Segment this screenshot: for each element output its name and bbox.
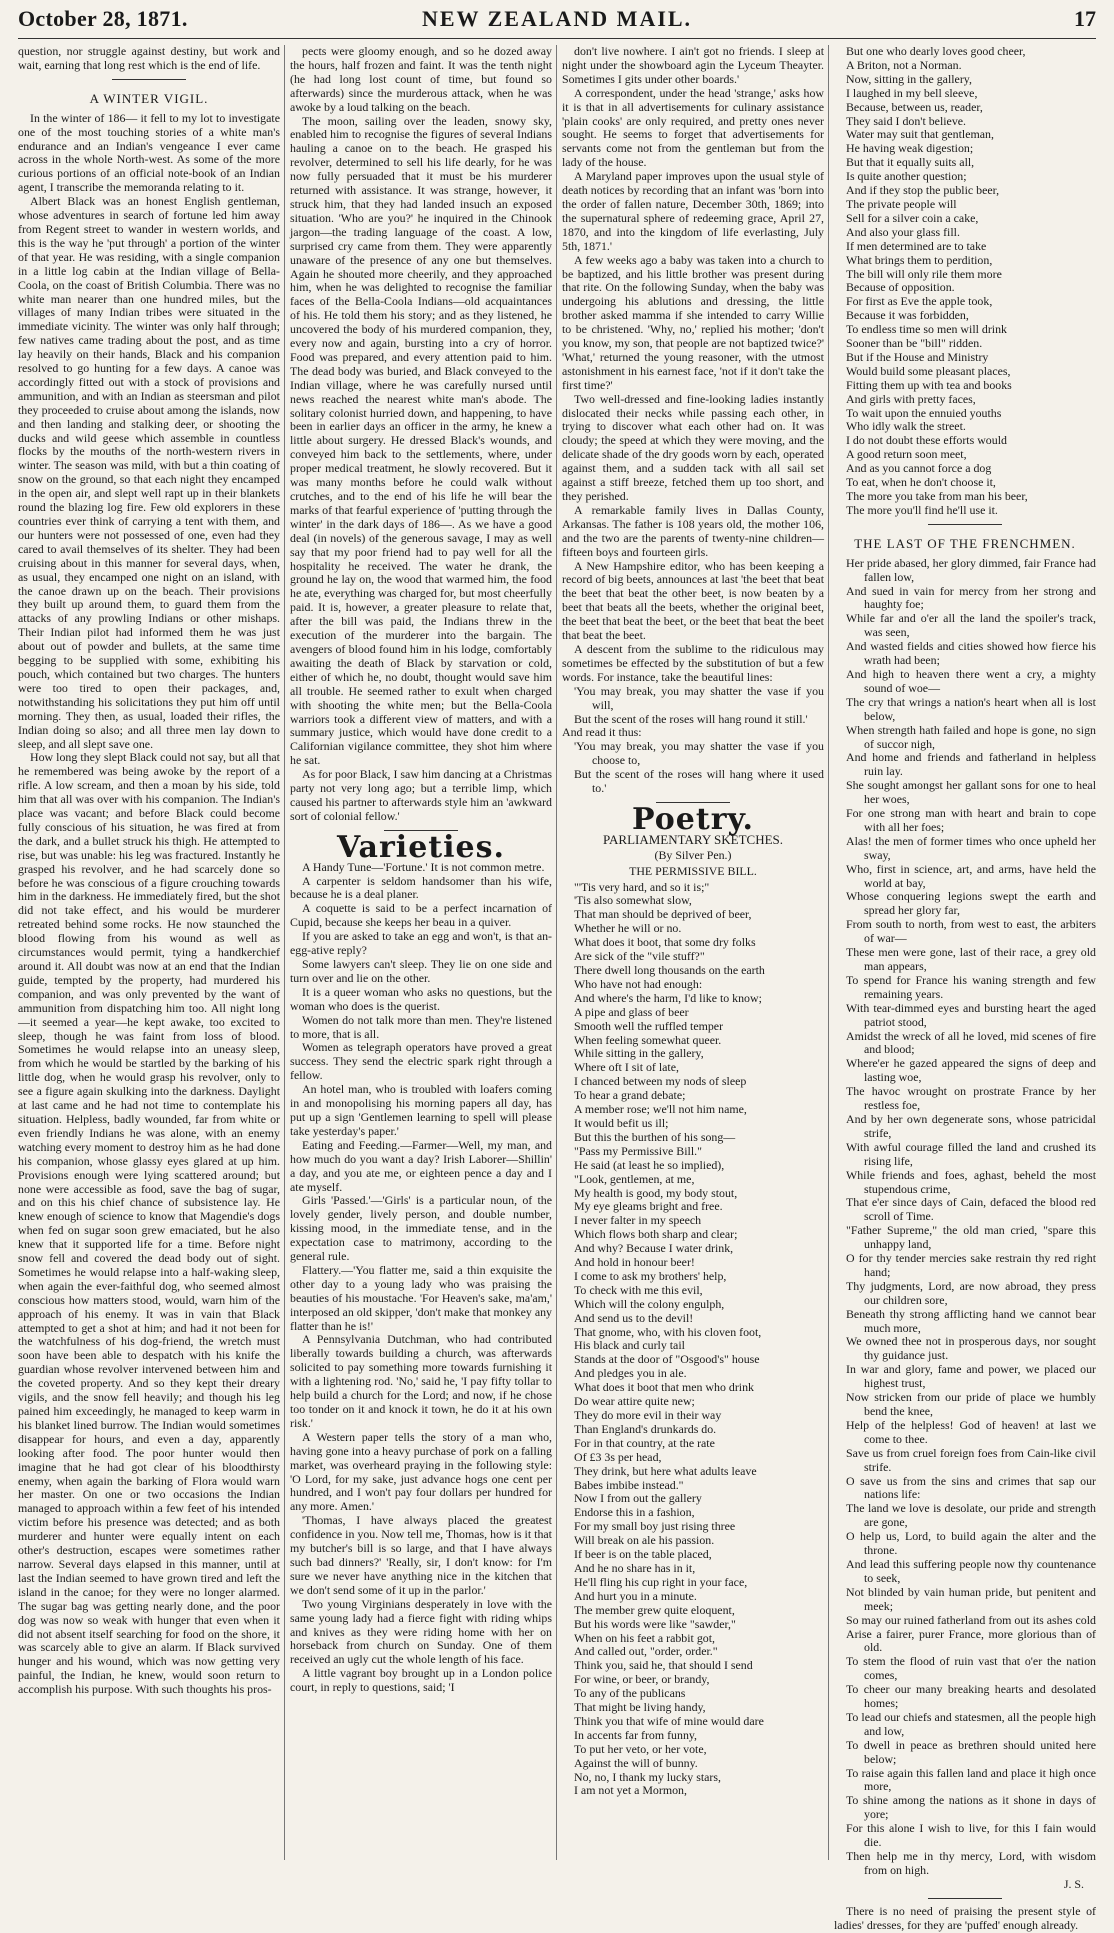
poem-line: To any of the publicans: [574, 1686, 686, 1701]
poem-line: If beer is on the table placed,: [574, 1547, 712, 1562]
paragraph: Albert Black was an honest English gentleman, whose adventures in search of fortune led him away from Regent street to wander in western worlds, and this is the way he 'put through' a portion of the winter of that year. He was residing, with a single companion in a little log cabin at the Indian village of Bella-Coola, on the coast of British Columbia. There was no white man nearer than one hundred miles, but the villages of many Indian tribes were situated in the immediate vicinity. The winter was only half through; few natives came trading about the post, and as time lay heavily on their hands, Black and his companion resolved to go hunting for a few days. A canoe was accordingly fitted out with a stock of provisions and ammunition, and with an Indian as steersman and pilot they proceeded to cruise about among the islands, now and then landing and stalking deer, or shooting the ducks and wild geese which assemble in countless flocks by the mouths of the north-western rivers in winter. The season was mild, with but a thin coating of snow on the ground, so that each night they encamped in the open air, and slept well rapt up in their blankets round the blazing log fire. Few old explorers in these countries ever think of carrying a tent with them, and our hunters were not possessed of one, even had they cared to avail themselves of its shelter. They had been cruising about in this manner for several days, when, as usual, they encamped one night on an island, with the canoe drawn up on the beach. Their provisions they built up around them, to guard them from the attacks of any prowling Indians or other mishaps. Their Indian pilot had informed them he was just about out of powder and bullets, at the same time begging to be supplied with some, exhibiting his pouch, which contained but two charges. The hunters were too tired to open their packages, and, notwithstanding his solicitations they put him off until morning. They then, as usual, loaded their rifles, the Indian doing so also; and all three men lay down to sleep, and all slept save one.: [18, 194, 280, 751]
poem-line: The bill will only rile them more: [846, 266, 1002, 281]
poem-line: Would build some pleasant places,: [846, 363, 1011, 378]
poem-line: The cry that wrings a nation's heart when all is lost below,: [846, 694, 1096, 723]
section-heading-poetry: Poetry.: [632, 801, 754, 837]
poem-line: Amidst the wreck of all he loved, mid scenes of fire and blood;: [846, 1028, 1096, 1057]
poem-line: And send us to the devil!: [574, 1310, 694, 1325]
poem-line: To stem the flood of ruin vast that o'er the nation comes,: [846, 1654, 1096, 1683]
paragraph: A few weeks ago a baby was taken into a church to be baptized, and his little brother was present during that rite. On the following Sunday, when the baby was undergoing his ablutions and dressing, the little brother asked mamma if she intended to carry Willie to be christened. 'Why, no,' replied his mother; 'don't you know, my son, that people are not baptized twice?' 'What,' returned the young reasoner, with the utmost astonishment in his earnest face, 'not if it don't take the first time?': [562, 252, 824, 392]
poem-line: And hurt you in a minute.: [574, 1588, 697, 1603]
poem-line: In accents far from funny,: [574, 1727, 698, 1742]
poem-line: Endorse this in a fashion,: [574, 1505, 695, 1520]
poem-line: To check with me this evil,: [574, 1282, 703, 1297]
poem-line: If men determined are to take: [846, 238, 987, 253]
column-3: [562, 45, 824, 1860]
poem-line: In war and glory, fame and power, we placed our highest trust,: [846, 1362, 1096, 1391]
poem-line: No, no, I thank my lucky stars,: [574, 1769, 721, 1784]
poem-line: And he no share has in it,: [574, 1560, 696, 1575]
paragraph: In the winter of 186— it fell to my lot to investigate one of the most touching stories of a white man's endurance and an Indian's vengeance I ever came across in the whole North-west. As some of the more curious portions of an official note-book of an Indian agent, I transcribe the memoranda relating to it.: [18, 110, 280, 195]
poem-line: That man should be deprived of beer,: [574, 907, 752, 922]
poem-line: To spend for France his waning strength and few remaining years.: [846, 972, 1096, 1001]
paragraph: A New Hampshire editor, who has been keeping a record of big beets, announces at last 'the beet that beat the beet that beat the other beet, is now beaten by a beet that beats all the beets, whether the original beet, the beet that beat the beet, or the beet that beat the beet that beat the beet.: [562, 558, 824, 643]
poem-line: Because, between us, reader,: [846, 99, 983, 114]
closing-paragraph: There is no need of praising the present style of ladies' dresses, for they are 'puffed' enough already.: [834, 1903, 1096, 1932]
poem-line: That might be living handy,: [574, 1700, 706, 1715]
poem-line: And home and friends and fatherland in helpless ruin lay.: [846, 750, 1096, 779]
poem-line: A pipe and glass of beer: [574, 1004, 689, 1019]
poem-line: But one who dearly loves good cheer,: [846, 44, 1026, 58]
poem-line: To dwell in peace as brethren should united here below;: [846, 1737, 1096, 1766]
poem-line: "Look, gentlemen, at me,: [574, 1171, 695, 1186]
poem-line: And by her own degenerate sons, whose patricidal strife,: [846, 1111, 1096, 1140]
varieties-continued: [562, 45, 824, 685]
poem-line: O save us from the sins and crimes that sap our nations life:: [846, 1473, 1096, 1502]
divider: [928, 524, 1001, 525]
poem-line: And hold in honour beer!: [574, 1255, 695, 1270]
poem-line: With awful courage filled the land and crushed its rising life,: [846, 1139, 1096, 1168]
variety-item: An hotel man, who is troubled with loafers coming in and monopolising his morning papers all day, has put up a sign 'Gentlemen learning to spell will please take yesterday's paper.': [290, 1082, 552, 1138]
poem-line: They said I don't believe.: [846, 113, 967, 128]
poem-line: These men were gone, last of their race, a grey old man appears,: [846, 945, 1096, 973]
poem-line: The havoc wrought on prostrate France by her restless foe,: [846, 1084, 1096, 1113]
divider: [112, 79, 185, 80]
poem-line: Sell for a silver coin a cake,: [846, 210, 979, 225]
poem-line: Help of the helpless! God of heaven! at last we come to thee.: [846, 1417, 1096, 1446]
paragraph: don't live nowhere. I ain't got no friends. I sleep at night under the showboard agin the Lyceum Theayter. Sometimes I gits under other boards.': [562, 44, 824, 86]
poem-line: Of £3 3s per head,: [574, 1449, 662, 1464]
variety-item: Flattery.—'You flatter me, said a thin exquisite the other day to a young lady who was praising the beauties of his moustache. 'For Heaven's sake, ma'am,' interposed an old skipper, 'don't make that monkey any flatter than he is!': [290, 1262, 552, 1333]
poem-line: Are sick of the "vile stuff?": [574, 949, 705, 964]
poem-line: O help us, Lord, to build again the alter and the throne.: [846, 1529, 1096, 1558]
poem-line: And also your glass fill.: [846, 224, 960, 239]
poem-line: To raise again this fallen land and place it high once more,: [846, 1765, 1096, 1794]
poem-body-continued: [834, 45, 1096, 518]
poem-line: The private people will: [846, 196, 957, 211]
poem-line: While sitting in the gallery,: [574, 1046, 704, 1061]
poem-body-frenchmen: [834, 557, 1096, 1878]
poem-line: Stands at the door of "Osgood's" house: [574, 1352, 760, 1367]
poem-line: Is quite another question;: [846, 169, 967, 184]
page-number: 17: [1074, 6, 1096, 31]
poem-line: To wait upon the ennuied youths: [846, 405, 1002, 420]
poem-line: They drink, but here what adults leave: [574, 1463, 757, 1478]
variety-item: 'Thomas, I have always placed the greatest confidence in you. Now tell me, Thomas, how is it that my butcher's bill is so large, and that I have always such bad dinners?' 'Really, sir, I don't know: for I'm sure we never have anything nice in the kitchen that we don't send some of it up in the parlor.': [290, 1513, 552, 1597]
poem-line: My health is good, my body stout,: [574, 1185, 738, 1200]
variety-item: If you are asked to take an egg and won't, is that an-egg-ative reply?: [290, 929, 552, 958]
variety-item: A Western paper tells the story of a man who, having gone into a heavy purchase of pork on a falling market, was overheard praying in the following style: 'O Lord, for my sake, just advance hogs one cent per hundred, and I won't pay four dollars per hundred for any more. Amen.': [290, 1429, 552, 1514]
poem-line: And high to heaven there went a cry, a mighty sound of woe—: [846, 666, 1096, 695]
poem-series-title: PARLIAMENTARY SKETCHES.: [602, 831, 784, 847]
poem-line: Her pride abased, her glory dimmed, fair France had fallen low,: [846, 555, 1096, 584]
poem-line: Whose conquering legions swept the earth and spread her glory far,: [846, 889, 1096, 918]
variety-item: Women as telegraph operators have proved a great success. They send the electric spark right through a fellow.: [290, 1040, 552, 1083]
poem-line: Which flows both sharp and clear;: [574, 1227, 738, 1242]
poem-line: Then help me in thy mercy, Lord, with wisdom from on high.: [846, 1849, 1096, 1877]
poem-line: With tear-dimmed eyes and bursting heart the aged patriot stood,: [846, 1000, 1096, 1029]
poem-line: And called out, "order, order.": [574, 1644, 718, 1659]
poem-line: Smooth well the ruffled temper: [574, 1018, 724, 1033]
poem-body: [562, 881, 824, 1799]
paragraph: A Maryland paper improves upon the usual style of death notices by recording that an infant was 'born into the order of fallen nature, December 30th, 1869; into the supernatural sphere of redeeming grace, April 27, 1870, and into the kingdom of life everlasting, July 5th, 1871.': [562, 169, 824, 253]
poem-line: For first as Eve the apple took,: [846, 294, 993, 309]
poem-line: Save us from cruel foreign foes from Cain-like civil strife.: [846, 1445, 1096, 1474]
paragraph: The moon, sailing over the leaden, snowy sky, enabled him to recognise the figures of several Indians hauling a canoe on to the beach. He grasped his revolver, determined to sell his life dearly, for he was now fully persuaded that it must be his murderer returned with assistance. It was strange, however, it struck him, that they had landed insuch an exposed situation. 'Who are you?' he inquired in the Chinook jargon—the trading language of the coast. A low, surprised cry came from them. They were apparently unaware of the presence of any one but themselves. Again he shouted more cheerily, and they approached him, when he was delighted to recognise the familiar faces of the Bella-Coola Indians—old acquaintances of his. He told them his story; and as they listened, he uncovered the body of his murdered companion, they, every now and again, bursting into a cry of horror. Food was prepared, and every attention paid to him. The dead body was buried, and Black conveyed to the Indian village, where he was carefully nursed until news reached the nearest white man's abode. The solitary colonist hurried down, and happening, to have been in earlier days an officer in the army, he knew a little about surgery. He dressed Black's wounds, and conveyed him back to the settlements, where, under proper medical treatment, he slowly recovered. But it was many months before he could walk without crutches, and to the end of his life he will bear the marks of that fearful experience of 'putting through the winter' in the dark days of 186—. As we have a good deal (in novels) of the generous savage, I may as well say that my poor friend had to pay well for all the hospitality he received. The water he drank, the ground he lay on, the wood that warmed him, the food he ate, everything was charged for, but most cheerfully paid. It is, however, a greater pleasure to relate that, after the bill was paid, the Indians threw in the execution of the murderer into the bargain. The avengers of blood found him in his lodge, comfortably awaiting the death of Black by starvation or cold, either of which he, no doubt, thought would save him all trouble. He seemed rather to exult when charged with shooting the white men; but the Bella-Coola warriors took a different view of matters, and with a summary justice, which would have done credit to a Californian vigilance committee, they shot him where he sat.: [290, 113, 552, 768]
poem-line: He having weak digestion;: [846, 141, 974, 156]
variety-item: Women do not talk more than men. They're listened to more, that is all.: [290, 1012, 552, 1041]
poem-line: For in that country, at the rate: [574, 1435, 715, 1450]
poem-line: From south to north, from west to east, the arbiters of war—: [846, 917, 1096, 946]
poem-line: For wine, or beer, or brandy,: [574, 1672, 710, 1687]
poem-line: And wasted fields and cities showed how fierce his wrath had been;: [846, 639, 1096, 668]
poem-line: Think you that wife of mine would dare: [574, 1713, 764, 1728]
poem-line: That gnome, who, with his cloven foot,: [574, 1324, 762, 1339]
poem-line: For my small boy just rising three: [574, 1519, 736, 1534]
poem-line: Whether he will or no.: [574, 921, 682, 936]
poem-line: To hear a grand debate;: [574, 1088, 686, 1103]
quote-line: But the scent of the roses will hang where it used to.': [574, 767, 824, 796]
poem-line: Now, sitting in the gallery,: [846, 71, 972, 86]
poem-line: For one strong man with heart and brain to cope with all her foes;: [846, 806, 1096, 834]
poem-line: I do not doubt these efforts would: [846, 433, 1007, 448]
poem-line: Arise a fairer, purer France, more glorious than of old.: [846, 1626, 1096, 1655]
paragraph: pects were gloomy enough, and so he dozed away the hours, half frozen and faint. It was the tenth night (he had long lost count of time, but found so afterwards) since the murderous attack, when he was awoke by a loud talking on the beach.: [290, 44, 552, 114]
poem-line: Fitting them up with tea and books: [846, 377, 1012, 392]
poem-line: His black and curly tail: [574, 1338, 685, 1353]
columns: [18, 44, 1096, 1932]
variety-item: A little vagrant boy brought up in a London police court, in reply to questions, said; 'I: [290, 1666, 552, 1695]
poem-line: There dwell long thousands on the earth: [574, 963, 765, 977]
continued-text: question, nor struggle against destiny, but work and wait, earning that long rest which is the end of life.: [18, 44, 280, 72]
poem-line: I chanced between my nods of sleep: [574, 1074, 747, 1089]
poem-line: When strength hath failed and hope is gone, no sign of succor nigh,: [846, 722, 1096, 751]
poem-line: He'll fling his cup right in your face,: [574, 1574, 748, 1589]
poem-line: Water may suit that gentleman,: [846, 127, 994, 142]
poem-line: Thy judgments, Lord, are now abroad, they press our children sore,: [846, 1278, 1096, 1307]
poem-line: O for thy tender mercies sake restrain thy red right hand;: [846, 1251, 1096, 1279]
poem-line: The member grew quite eloquent,: [574, 1602, 735, 1617]
poem-line: And pledges you in ale.: [574, 1366, 687, 1381]
column-4: [834, 44, 1096, 1932]
poem-line: "Father Supreme," the old man cried, "spare this unhappy land,: [846, 1223, 1096, 1252]
poem-line: While friends and foes, aghast, beheld the most stupendous crime,: [846, 1167, 1096, 1196]
poem-line: The land we love is desolate, our pride and strength are gone,: [846, 1501, 1096, 1530]
poem-line: That e'er since days of Cain, defaced the blood red scroll of Time.: [846, 1195, 1096, 1224]
poem-line: Alas! the men of former times who once upheld her sway,: [846, 833, 1096, 862]
poem-line: A Briton, not a Norman.: [846, 57, 962, 72]
article-body-continued: [290, 45, 552, 824]
poem-line: But if the House and Ministry: [846, 349, 989, 364]
poem-line: Babes imbibe instead.": [574, 1477, 684, 1492]
poem-line: 'Tis also somewhat slow,: [574, 893, 692, 908]
column-2: [290, 45, 552, 1860]
poem-line: Think you, said he, that should I send: [574, 1658, 753, 1673]
poem-line: I am not yet a Mormon,: [574, 1783, 687, 1798]
poem-line: She sought amongst her gallant sons for one to heal her woes,: [846, 778, 1096, 807]
poem-line: Where oft I sit of late,: [574, 1060, 679, 1075]
article-body: [18, 112, 280, 1697]
article-heading: A WINTER VIGIL.: [89, 90, 209, 106]
newspaper-title: NEW ZEALAND MAIL.: [421, 6, 693, 31]
poem-line: To put her veto, or her vote,: [574, 1741, 707, 1756]
poem-line: To shine among the nations as it shone in days of yore;: [846, 1793, 1096, 1822]
poem-line: When on his feet a rabbit got,: [574, 1630, 715, 1645]
divider: [928, 1898, 1001, 1899]
poem-line: Which will the colony engulph,: [574, 1296, 725, 1311]
poem-signature: J. S.: [1063, 1876, 1084, 1891]
paragraph: A correspondent, under the head 'strange,' asks how it is that in all advertisements for culinary assistance 'plain cooks' are only required, and pretty ones never sought. He seems to forget that advertisements for servants come not from the gentleman but from the lady of the house.: [562, 85, 824, 170]
poem-line: Who, first in science, art, and arms, have held the world at bay,: [846, 861, 1096, 890]
quote-line: 'You may break, you may shatter the vase if you will,: [574, 683, 824, 712]
poem-line: I never falter in my speech: [574, 1213, 702, 1228]
quote-parody: [562, 740, 824, 796]
quote-line: But the scent of the roses will hang round it still.': [574, 711, 808, 726]
poem-line: To lead our chiefs and statesmen, all the people high and low,: [846, 1709, 1096, 1738]
poem-line: What does it boot that men who drink: [574, 1380, 754, 1395]
issue-date: October 28, 1871.: [18, 6, 188, 31]
section-heading-varieties: Varieties.: [337, 829, 505, 865]
poem-line: Where'er he gazed appeared the signs of deep and lasting woe,: [846, 1056, 1096, 1085]
poem-line: We owned thee not in prosperous days, nor sought thy guidance just.: [846, 1334, 1096, 1363]
variety-item: A Pennsylvania Dutchman, who had contributed liberally towards building a church, was afterwards solicited to pay something more towards furnishing it with a lightening rod. 'No,' said he, 'I pay fifty tollar to help build a church for the Lord; and now, if he chose too tonder on it and knock it town, he do it at his own risk.': [290, 1332, 552, 1430]
variety-item: Two young Virginians desperately in love with the same young lady had a fierce fight with riding whips and knives as they were riding home with her on horseback from church on Sunday. One of them received an ugly cut the whole length of his face.: [290, 1596, 552, 1667]
poem-line: I come to ask my brothers' help,: [574, 1268, 727, 1283]
poem-line: Now stricken from our pride of place we humbly bend the knee,: [846, 1390, 1096, 1418]
variety-item: It is a queer woman who asks no questions, but the woman who does is the querist.: [290, 984, 552, 1013]
poem-line: Against the will of bunny.: [574, 1755, 698, 1770]
poem-line: But this the burthen of his song—: [574, 1129, 736, 1144]
paragraph: A descent from the sublime to the ridiculous may sometimes be effected by the substitution of but a few words. For instance, take the beautiful lines:: [562, 641, 824, 684]
poem-line: To cheer our many breaking hearts and desolated homes;: [846, 1682, 1096, 1711]
poem-line: The more you take from man his beer,: [846, 489, 1028, 503]
paragraph: Two well-dressed and fine-looking ladies instantly dislocated their necks while passing each other, in trying to discover what each other had on. It was cloudy; the speed at which they were moving, and the delicate shade of the dry goods worn by each, operated against them, and a sudden tack with all sail set against a stiff breeze, fetched them up too short, and they perished.: [562, 391, 824, 503]
poem-line: What does it boot, that some dry folks: [574, 935, 756, 950]
poem-line: A good return soon meet,: [846, 447, 967, 462]
poem-line: While far and o'er all the land the spoiler's track, was seen,: [846, 611, 1096, 640]
poem-line: He said (at least he so implied),: [574, 1157, 725, 1172]
quote-line: 'You may break, you may shatter the vase if you choose to,: [574, 739, 824, 768]
paragraph: A remarkable family lives in Dallas County, Arkansas. The father is 108 years old, the mother 106, and the two are the parents of twenty-nine children—fifteen boys and fourteen girls.: [562, 502, 824, 559]
poem-line: I laughed in my bell sleeve,: [846, 85, 978, 100]
poem-line: And lead this suffering people now thy countenance to seek,: [846, 1556, 1096, 1585]
poem-line: And if they stop the public beer,: [846, 183, 1000, 198]
poem-line: Not blinded by vain human pride, but penitent and meek;: [846, 1584, 1096, 1613]
poem-line: Sooner than be "bill" ridden.: [846, 336, 983, 351]
poem-line: Who idly walk the street.: [846, 419, 966, 434]
variety-item: A coquette is said to be a perfect incarnation of Cupid, because she keeps her beau in a quiver.: [290, 901, 552, 930]
poem-line: Because of opposition.: [846, 280, 955, 295]
quote-original: [562, 685, 824, 727]
poem-line: But his words were like "sawder,": [574, 1616, 736, 1631]
poem-line: When feeling somewhat queer.: [574, 1032, 722, 1047]
masthead: [18, 6, 1096, 39]
poem-line: But that it equally suits all,: [846, 155, 975, 170]
variety-item: A carpenter is seldom handsomer than his wife, because he is a deal planer.: [290, 873, 552, 902]
poem-line: To eat, when he don't choose it,: [846, 475, 996, 490]
poem-line: And where's the harm, I'd like to know;: [574, 990, 762, 1005]
varieties-list: [290, 861, 552, 1695]
quote-intro: And read it thus:: [562, 725, 642, 740]
variety-item: Some lawyers can't sleep. They lie on one side and turn over and lie on the other.: [290, 957, 552, 985]
poem-line: And as you cannot force a dog: [846, 461, 992, 476]
poem-line: Beneath thy strong afflicting hand we cannot bear much more,: [846, 1306, 1096, 1335]
poem-line: And girls with pretty faces,: [846, 391, 976, 406]
poem-line: Now I from out the gallery: [574, 1491, 702, 1506]
poem-line: They do more evil in their way: [574, 1408, 722, 1422]
poem-line: A member rose; we'll not him name,: [574, 1102, 747, 1117]
poem-line: "Pass my Permissive Bill.": [574, 1143, 702, 1158]
poem-line: Because it was forbidden,: [846, 308, 969, 323]
poem-line: Who have not had enough:: [574, 976, 703, 991]
poem-byline: (By Silver Pen.): [654, 847, 732, 862]
poem-line: To endless time so men will drink: [846, 322, 1007, 337]
poem-line: The more you'll find he'll use it.: [846, 502, 998, 517]
poem-line: My eye gleams bright and free.: [574, 1199, 723, 1214]
paragraph: As for poor Black, I saw him dancing at a Christmas party not very long ago; but a terrible limp, which caused his partner to afterwards style him an 'awkward sort of colonial fellow.': [290, 767, 552, 823]
poem-line: For this alone I wish to live, for this I fain would die.: [846, 1821, 1096, 1850]
column-1: [18, 45, 280, 1860]
poem-line: Will break on ale his passion.: [574, 1533, 715, 1548]
poem-line: And why? Because I water drink,: [574, 1241, 734, 1256]
poem-line: It would befit us ill;: [574, 1115, 669, 1130]
poem-line: And sued in vain for mercy from her strong and haughty foe;: [846, 583, 1096, 612]
poem-line: So may our ruined fatherland from out its ashes cold: [846, 1612, 1096, 1627]
poem-title: THE PERMISSIVE BILL.: [629, 863, 757, 878]
paragraph: How long they slept Black could not say, but all that he remembered was being awoke by the report of a rifle. A low scream, and then a moan by his side, told him that all was over with his companion. The Indian's place was vacant; and before Black could become fully conscious of his situation, he was fired at from the dark, and a bullet struck his thigh. He attempted to rise, but was unable: his leg was fractured. Instantly he grasped his revolver, and he had scarcely done so before he was conscious of a figure crouching towards him in the darkness. He immediately fired, but the shot did not take effect, and his would be murderer retreated behind some rocks. He now staunched the blood flowing from his wound as well as circumstances would permit, tying a handkerchief around it. All doubt was now at an end that the Indian guide, tempted by the property, had murdered his companion, and was only prevented by the want of ammunition from dispatching him too. All night long—it seemed a year—he kept awake, too excited to sleep, though he was faint from loss of blood. Sometimes he would relapse into an uneasy sleep, from which he would be startled by the barking of his little dog, when he would grasp his revolver, only to see a figure again skulking into the darkness. Daylight at last came and he had not time to contemplate his situation. Helpless, badly wounded, far from white or even friendly Indians he was alone, with an enemy watching every moment to destroy him as he had done his companion, whose glassy eyes glared at up him. Provisions enough were lying scattered around; but none were accessible as food, save the bag of sugar, and on this his chief chance of subsistence lay. He knew enough of science to know that Magendie's dogs when fed on sugar soon grew emaciated, but he also knew that it supported life for a time. Before night snow fell and covered the dead body out of sight. Sometimes he would relapse into a half-waking sleep, when again the ever-faithful dog, who seemed almost conscious how matters stood, would, warn him of the approach of his enemy. It was in vain that Black attempted to get a shot at him; and had it not been for the watchfulness of his dog-friend, the wretch must soon have been able to despatch with his knife the guardian whose revolver intervened between him and the coveted property. And so they kept their dreary vigils, and the snow fell heavily; and though his leg pained him exceedingly, he managed to keep warm in his blanket lined burrow. The Indian would sometimes disappear for hours, and even a day, apparently looking after food. The poor hunter would then imagine that he had got clear of his bloodthirsty enemy, when again the barking of Flora would warn her master. On one or two occasions the Indian managed to approach within a few feet of his intended victim before his presence was detected; and as both murderer and hunter were equally intent on each other's destruction, escapes were sometimes rather narrow. Several days elapsed in this manner, until at last the Indian seemed to have grown tired and left the island in the canoe; for they were no longer alarmed. The sugar bag was getting nearly done, and the poor dog was now so weak with hunger that even when it did not absent itself searching for food on the shore, it was scarcely able to give an alarm. If Black survived hunger and his wound, which was now getting very painful, the Indian, he knew, would soon return to accomplish his purpose. With such thoughts his pros-: [18, 750, 280, 1697]
poem-heading: THE LAST OF THE FRENCHMEN.: [854, 535, 1076, 551]
variety-item: Eating and Feeding.—Farmer—Well, my man, and how much do you want a day? Irish Laborer—Shillin' a day, and you ate me, or eighteen pence a day and I ate myself.: [290, 1137, 552, 1194]
poem-line: What brings them to perdition,: [846, 252, 993, 267]
poem-line: Do wear attire quite new;: [574, 1394, 695, 1409]
poem-line: "'Tis very hard, and so it is;": [574, 879, 710, 894]
poem-line: Than England's drunkards do.: [574, 1421, 717, 1436]
variety-item: A Handy Tune—'Fortune.' It is not common metre.: [302, 859, 545, 874]
variety-item: Girls 'Passed.'—'Girls' is a particular noun, of the lovely gender, lively person, and double number, kissing mood, in the immediate tense, and in the expectation case to matrimony, according to the general rule.: [290, 1193, 552, 1264]
